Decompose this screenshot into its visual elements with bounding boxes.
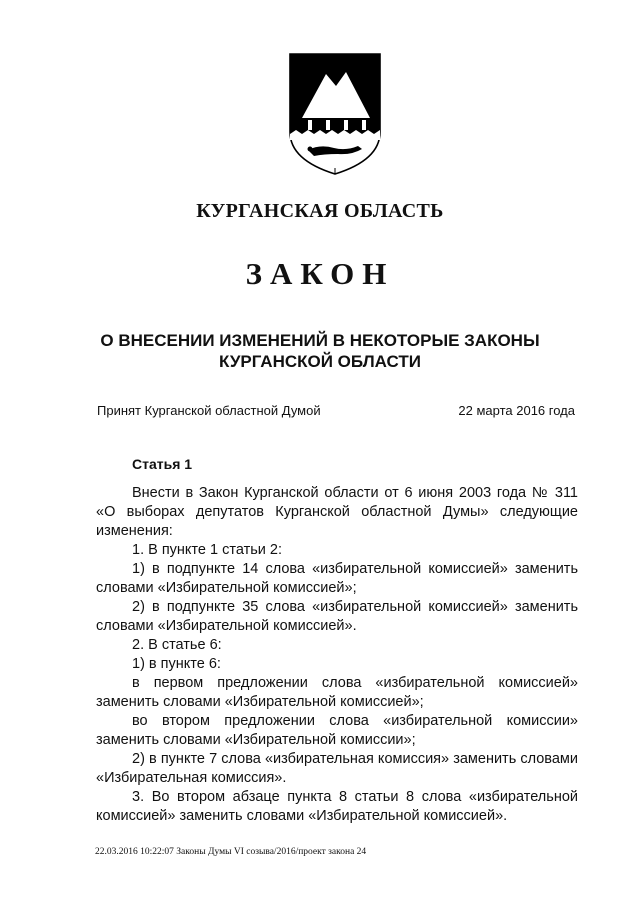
- paragraph: во втором предложении слова «избирательной комиссии» заменить словами «Избирательной комиссии»;: [96, 713, 578, 748]
- adoption-date: 22 марта 2016 года: [458, 403, 575, 418]
- paragraph: 3. Во втором абзаце пункта 8 статьи 8 слова «избирательной комиссией» заменить словами «Избирательной комиссией».: [96, 789, 578, 824]
- paragraph: в первом предложении слова «избирательной комиссией» заменить словами «Избирательной комиссией»;: [96, 675, 578, 710]
- paragraph: 2) в подпункте 35 слова «избирательной комиссией» заменить словами «Избирательной комиссией».: [96, 599, 578, 634]
- article-body: [96, 484, 578, 826]
- paragraph: 1. В пункте 1 статьи 2:: [132, 542, 282, 558]
- paragraph: 2. В статье 6:: [132, 637, 222, 653]
- paragraph: 1) в пункте 6:: [132, 656, 221, 672]
- article-heading: Статья 1: [132, 456, 193, 472]
- adopted-by: Принят Курганской областной Думой: [97, 403, 321, 418]
- paragraph: Внести в Закон Курганской области от 6 июня 2003 года № 311 «О выборах депутатов Курганской областной Думы» следующие изменения:: [96, 485, 578, 539]
- paragraph: 2) в пункте 7 слова «избирательная комиссия» заменить словами «Избирательная комиссия».: [96, 751, 578, 786]
- law-title: [60, 330, 580, 372]
- document-footer: 22.03.2016 10:22:07 Законы Думы VI созыва/2016/проект закона 24: [95, 847, 367, 857]
- document-type: ЗАКОН: [245, 256, 395, 291]
- coat-of-arms-icon: [286, 50, 384, 178]
- paragraph: 1) в подпункте 14 слова «избирательной комиссией» заменить словами «Избирательной комиссией»;: [96, 561, 578, 596]
- law-title-line-2: КУРГАНСКОЙ ОБЛАСТИ: [219, 352, 421, 371]
- law-title-line-1: О ВНЕСЕНИИ ИЗМЕНЕНИЙ В НЕКОТОРЫЕ ЗАКОНЫ: [100, 331, 540, 350]
- region-name: КУРГАНСКАЯ ОБЛАСТЬ: [196, 200, 444, 222]
